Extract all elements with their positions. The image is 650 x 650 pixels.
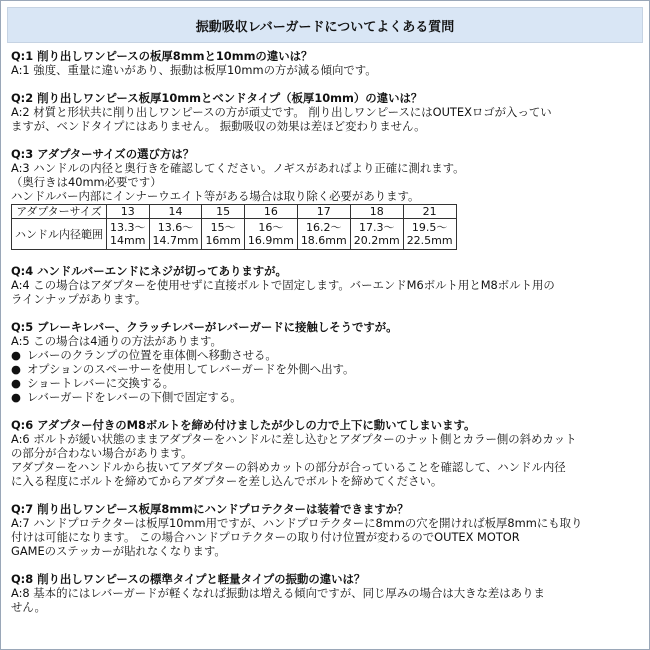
- list-item-text: レバーのクランプの位置を車体側へ移動させる。: [27, 348, 277, 362]
- answer-1-line-1: A:1 強度、重量に違いがあり、振動は板厚10mmの方が減る傾向です。: [11, 63, 377, 77]
- table-header-cell: 13: [107, 205, 150, 219]
- table-cell: [403, 219, 456, 250]
- range-max: 16mm: [205, 234, 241, 247]
- range-max: 16.9mm: [247, 234, 294, 247]
- question-3: Q:3 アダプターサイズの選び方は？: [11, 147, 195, 161]
- answer-4-line-2: ラインナップがあります。: [11, 292, 147, 306]
- table-header-cell: アダプターサイズ: [12, 205, 107, 219]
- bullet-icon: ●: [11, 376, 21, 390]
- range-min: 13.6～: [157, 221, 194, 234]
- bullet-icon: ●: [11, 348, 21, 362]
- bullet-icon: ●: [11, 390, 21, 404]
- faq-content: [11, 49, 641, 614]
- table-cell: [202, 219, 244, 250]
- faq-item-2: [11, 91, 641, 133]
- answer-8-line-1: A:8 基本的にはレバーガードが軽くなれば振動は増える傾向ですが、同じ厚みの場合は大きな差はありま: [11, 586, 545, 600]
- list-item-text: レバーガードをレバーの下側で固定する。: [27, 390, 242, 404]
- list-item-text: ショートレバーに交換する。: [27, 376, 175, 390]
- faq-header: [7, 7, 643, 43]
- question-8: Q:8 削り出しワンピースの標準タイプと軽量タイプの振動の違いは？: [11, 572, 366, 586]
- faq-item-3: [11, 147, 641, 250]
- table-header-cell: 21: [403, 205, 456, 219]
- question-1: Q:1 削り出しワンピースの板厚8mmと10mmの違いは？: [11, 49, 313, 63]
- answer-4-line-1: A:4 この場合はアダプターを使用せずに直接ボルトで固定します。バーエンドM6ボルト用とM8ボルト用の: [11, 278, 555, 292]
- answer-5-line-1: A:5 この場合は4通りの方法があります。: [11, 334, 222, 348]
- answer-7-line-1: A:7 ハンドプロテクターは板厚10mm用ですが、ハンドプロテクターに8mmの穴を開ければ板厚8mmにも取り: [11, 516, 583, 530]
- range-min: 17.3～: [358, 221, 395, 234]
- answer-3-line-3: ハンドルバー内部にインナーウエイト等がある場合は取り除く必要があります。: [11, 189, 420, 203]
- list-item: [11, 348, 641, 362]
- question-5: Q:5 ブレーキレバー、クラッチレバーがレバーガードに接触しそうですが。: [11, 320, 398, 334]
- page-title: 振動吸収レバーガードについてよくある質問: [195, 20, 455, 35]
- table-cell: [107, 219, 150, 250]
- answer-7-line-2: 付けは可能になります。 この場合ハンドプロテクターの取り付け位置が変わるのでOUTEX MOTOR: [11, 530, 520, 544]
- range-max: 18.6mm: [300, 234, 347, 247]
- answer-6-line-2: の部分が合わない場合があります。: [11, 446, 193, 460]
- question-4: Q:4 ハンドルバーエンドにネジが切ってありますが。: [11, 264, 287, 278]
- question-7: Q:7 削り出しワンピース板厚8mmにハンドプロテクターは装着できますか？: [11, 502, 409, 516]
- answer-7-line-3: GAMEのステッカーが貼れなくなります。: [11, 544, 226, 558]
- answer-2-line-1: A:2 材質と形状共に削り出しワンピースの方が頑丈です。 削り出しワンピースにはOUTEXロゴが入ってい: [11, 105, 552, 119]
- table-row-label: ハンドル内径範囲: [12, 219, 107, 250]
- range-min: 16.2～: [306, 221, 342, 234]
- faq-item-6: [11, 418, 641, 488]
- table-cell: [149, 219, 202, 250]
- faq-item-4: [11, 264, 641, 306]
- range-min: 19.5～: [411, 221, 448, 234]
- range-max: 22.5mm: [406, 234, 453, 247]
- bullet-icon: ●: [11, 362, 21, 376]
- list-item-text: オプションのスペーサーを使用してレバーガードを外側へ出す。: [27, 362, 355, 376]
- faq-item-8: [11, 572, 641, 614]
- question-6: Q:6 アダプター付きのM8ボルトを締め付けましたが少しの力で上下に動いてしまいます。: [11, 418, 476, 432]
- range-min: 15～: [210, 221, 236, 234]
- question-2: Q:2 削り出しワンピース板厚10mmとベンドタイプ（板厚10mm）の違いは？: [11, 91, 423, 105]
- faq-item-5: [11, 320, 641, 404]
- answer-2-line-2: ますが、ベンドタイプにはありません。 振動吸収の効果は差ほど変わりません。: [11, 119, 426, 133]
- table-header-cell: 15: [202, 205, 244, 219]
- table-cell: [350, 219, 403, 250]
- faq-item-1: [11, 49, 641, 77]
- answer-6-line-1: A:6 ボルトが緩い状態のままアダプターをハンドルに差し込むとアダプターのナット側とカラー側の斜めカット: [11, 432, 577, 446]
- range-max: 14.7mm: [152, 234, 199, 247]
- table-header-cell: 14: [149, 205, 202, 219]
- table-header-row: [12, 205, 457, 219]
- answer-3-line-1: A:3 ハンドルの内径と奥行きを確認してください。ノギスがあればより正確に測れます。: [11, 161, 465, 175]
- answer-6-line-3: アダプターをハンドルから抜いてアダプターの斜めカットの部分が合っていることを確認して、ハンドル内径: [11, 460, 566, 474]
- table-cell: [244, 219, 297, 250]
- table-cell: [297, 219, 350, 250]
- range-min: 13.3～: [110, 221, 146, 234]
- table-row: [12, 219, 457, 250]
- answer-6-line-4: に入る程度にボルトを締めてからアダプターを差し込んでボルトを締めてください。: [11, 474, 443, 488]
- list-item: [11, 390, 641, 404]
- range-max: 14mm: [110, 234, 146, 247]
- adapter-size-table: [11, 204, 457, 250]
- list-item: [11, 362, 641, 376]
- answer-3-line-2: （奥行きは40mm必要です）: [11, 175, 162, 189]
- table-header-cell: 18: [350, 205, 403, 219]
- range-max: 20.2mm: [353, 234, 400, 247]
- range-min: 16～: [258, 221, 284, 234]
- table-header-cell: 17: [297, 205, 350, 219]
- table-header-cell: 16: [244, 205, 297, 219]
- list-item: [11, 376, 641, 390]
- faq-item-7: [11, 502, 641, 558]
- answer-8-line-2: せん。: [11, 600, 46, 614]
